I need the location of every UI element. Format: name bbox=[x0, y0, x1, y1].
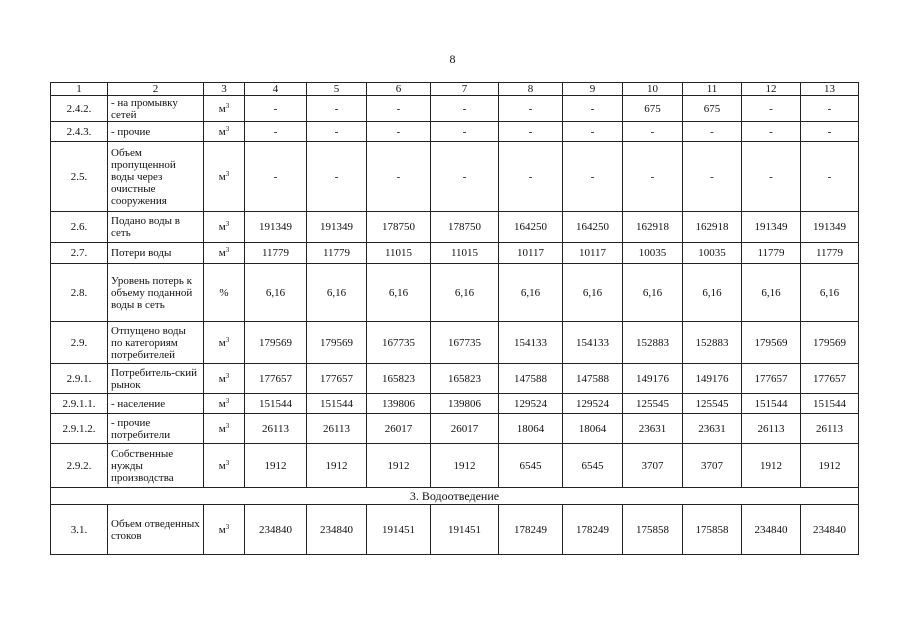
column-header: 9 bbox=[563, 83, 623, 96]
column-header: 3 bbox=[204, 83, 245, 96]
unit-superscript: 3 bbox=[225, 522, 230, 531]
value-cell: - bbox=[683, 142, 742, 212]
column-header: 12 bbox=[742, 83, 801, 96]
value-cell: 191349 bbox=[801, 212, 859, 243]
value-cell: 26017 bbox=[431, 414, 499, 444]
value-cell: 147588 bbox=[499, 364, 563, 394]
value-cell: 234840 bbox=[801, 505, 859, 555]
value-cell: 191349 bbox=[307, 212, 367, 243]
value-cell: 10117 bbox=[563, 243, 623, 264]
value-cell: 162918 bbox=[623, 212, 683, 243]
unit-text: м bbox=[218, 247, 226, 259]
value-cell: 175858 bbox=[683, 505, 742, 555]
value-cell: 26113 bbox=[801, 414, 859, 444]
value-cell: 6,16 bbox=[563, 264, 623, 322]
value-cell: - bbox=[245, 142, 307, 212]
unit-superscript: 3 bbox=[225, 220, 230, 228]
indicator-name-cell: - население bbox=[108, 394, 204, 414]
unit-text: % bbox=[219, 286, 229, 299]
value-cell: 10035 bbox=[623, 243, 683, 264]
value-cell: 1912 bbox=[367, 444, 431, 488]
value-cell: 234840 bbox=[742, 505, 801, 555]
value-cell: 177657 bbox=[245, 364, 307, 394]
value-cell: 179569 bbox=[245, 322, 307, 364]
value-cell: 6545 bbox=[499, 444, 563, 488]
value-cell: 151544 bbox=[307, 394, 367, 414]
column-header: 5 bbox=[307, 83, 367, 96]
value-cell: - bbox=[499, 96, 563, 122]
value-cell: 1912 bbox=[801, 444, 859, 488]
value-cell: 178750 bbox=[431, 212, 499, 243]
value-cell: - bbox=[563, 122, 623, 142]
unit-cell bbox=[204, 364, 245, 394]
value-cell: - bbox=[563, 96, 623, 122]
value-cell: 175858 bbox=[623, 505, 683, 555]
table-row bbox=[51, 264, 859, 322]
value-cell: 11779 bbox=[245, 243, 307, 264]
unit-cell bbox=[204, 142, 245, 212]
value-cell: - bbox=[563, 142, 623, 212]
column-header: 7 bbox=[431, 83, 499, 96]
value-cell: 167735 bbox=[367, 322, 431, 364]
value-cell: - bbox=[431, 96, 499, 122]
unit-text: м bbox=[218, 336, 226, 349]
indicator-name-cell: - на промывку сетей bbox=[108, 96, 204, 122]
unit-text: м bbox=[218, 102, 226, 115]
value-cell: 3707 bbox=[683, 444, 742, 488]
row-number-cell: 2.9.1.1. bbox=[51, 394, 108, 414]
unit-cell bbox=[204, 243, 245, 264]
unit-cell bbox=[204, 322, 245, 364]
value-cell: - bbox=[367, 122, 431, 142]
row-number-cell: 2.9. bbox=[51, 322, 108, 364]
value-cell: 675 bbox=[683, 96, 742, 122]
value-cell: 23631 bbox=[623, 414, 683, 444]
row-number-cell: 3.1. bbox=[51, 505, 108, 555]
value-cell: 178750 bbox=[367, 212, 431, 243]
value-cell: 11779 bbox=[742, 243, 801, 264]
unit-cell bbox=[204, 505, 245, 555]
value-cell: - bbox=[801, 122, 859, 142]
row-number-cell: 2.6. bbox=[51, 212, 108, 243]
value-cell: 151544 bbox=[742, 394, 801, 414]
value-cell: - bbox=[683, 122, 742, 142]
indicator-name-cell: Объем пропущенной воды через очистные сооружения bbox=[108, 142, 204, 212]
value-cell: 177657 bbox=[742, 364, 801, 394]
unit-cell bbox=[204, 122, 245, 142]
value-cell: 1912 bbox=[431, 444, 499, 488]
value-cell: 164250 bbox=[563, 212, 623, 243]
value-cell: 177657 bbox=[307, 364, 367, 394]
unit-text: м bbox=[218, 221, 226, 233]
value-cell: 139806 bbox=[367, 394, 431, 414]
column-header: 11 bbox=[683, 83, 742, 96]
value-cell: - bbox=[623, 122, 683, 142]
table-row bbox=[51, 142, 859, 212]
value-cell: 11015 bbox=[431, 243, 499, 264]
value-cell: 6545 bbox=[563, 444, 623, 488]
value-cell: - bbox=[367, 96, 431, 122]
column-header: 6 bbox=[367, 83, 431, 96]
row-number-cell: 2.8. bbox=[51, 264, 108, 322]
indicator-name-cell: Отпущено воды по категориям потребителей bbox=[108, 322, 204, 364]
value-cell: - bbox=[742, 142, 801, 212]
unit-superscript: 3 bbox=[225, 371, 230, 380]
value-cell: - bbox=[307, 142, 367, 212]
unit-cell bbox=[204, 212, 245, 243]
unit-cell bbox=[204, 444, 245, 488]
value-cell: 152883 bbox=[623, 322, 683, 364]
unit-superscript: 3 bbox=[225, 335, 230, 344]
unit-superscript: 3 bbox=[225, 396, 230, 405]
unit-superscript: 3 bbox=[225, 169, 230, 178]
value-cell: - bbox=[499, 122, 563, 142]
unit-text: м bbox=[218, 170, 226, 183]
row-number-cell: 2.4.3. bbox=[51, 122, 108, 142]
value-cell: - bbox=[742, 122, 801, 142]
value-cell: 1912 bbox=[742, 444, 801, 488]
value-cell: 165823 bbox=[367, 364, 431, 394]
unit-cell bbox=[204, 264, 245, 322]
data-table bbox=[50, 82, 859, 555]
value-cell: 6,16 bbox=[623, 264, 683, 322]
value-cell: 234840 bbox=[307, 505, 367, 555]
table-row bbox=[51, 96, 859, 122]
value-cell: 164250 bbox=[499, 212, 563, 243]
value-cell: 234840 bbox=[245, 505, 307, 555]
value-cell: - bbox=[245, 122, 307, 142]
page-number: 8 bbox=[449, 52, 456, 66]
unit-superscript: 3 bbox=[225, 246, 230, 254]
value-cell: 675 bbox=[623, 96, 683, 122]
value-cell: 177657 bbox=[801, 364, 859, 394]
table-row bbox=[51, 122, 859, 142]
value-cell: - bbox=[431, 142, 499, 212]
table-row bbox=[51, 414, 859, 444]
value-cell: 167735 bbox=[431, 322, 499, 364]
value-cell: - bbox=[245, 96, 307, 122]
unit-text: м bbox=[218, 422, 226, 435]
row-number-cell: 2.5. bbox=[51, 142, 108, 212]
value-cell: 179569 bbox=[801, 322, 859, 364]
value-cell: 179569 bbox=[307, 322, 367, 364]
value-cell: 18064 bbox=[499, 414, 563, 444]
value-cell: 191451 bbox=[431, 505, 499, 555]
table-row bbox=[51, 364, 859, 394]
table-row bbox=[51, 322, 859, 364]
indicator-name-cell: Подано воды в сеть bbox=[108, 212, 204, 243]
unit-text: м bbox=[218, 459, 226, 472]
column-header: 8 bbox=[499, 83, 563, 96]
value-cell: - bbox=[801, 96, 859, 122]
value-cell: 165823 bbox=[431, 364, 499, 394]
value-cell: 154133 bbox=[563, 322, 623, 364]
value-cell: 149176 bbox=[683, 364, 742, 394]
value-cell: 6,16 bbox=[431, 264, 499, 322]
value-cell: 18064 bbox=[563, 414, 623, 444]
indicator-name-cell: - прочие потребители bbox=[108, 414, 204, 444]
table-row bbox=[51, 444, 859, 488]
value-cell: 139806 bbox=[431, 394, 499, 414]
indicator-name-cell: Объем отведенных стоков bbox=[108, 505, 204, 555]
table-row bbox=[51, 212, 859, 243]
unit-cell bbox=[204, 394, 245, 414]
value-cell: 11015 bbox=[367, 243, 431, 264]
unit-cell bbox=[204, 96, 245, 122]
value-cell: - bbox=[431, 122, 499, 142]
column-header: 10 bbox=[623, 83, 683, 96]
value-cell: - bbox=[623, 142, 683, 212]
table-row bbox=[51, 243, 859, 264]
value-cell: 10035 bbox=[683, 243, 742, 264]
indicator-name-cell: Потери воды bbox=[108, 243, 204, 264]
row-number-cell: 2.4.2. bbox=[51, 96, 108, 122]
table-row bbox=[51, 505, 859, 555]
value-cell: 147588 bbox=[563, 364, 623, 394]
value-cell: 6,16 bbox=[683, 264, 742, 322]
column-header: 2 bbox=[108, 83, 204, 96]
value-cell: 26113 bbox=[742, 414, 801, 444]
value-cell: 6,16 bbox=[367, 264, 431, 322]
value-cell: 6,16 bbox=[801, 264, 859, 322]
column-header: 13 bbox=[801, 83, 859, 96]
value-cell: 125545 bbox=[623, 394, 683, 414]
value-cell: 191451 bbox=[367, 505, 431, 555]
value-cell: 23631 bbox=[683, 414, 742, 444]
value-cell: 6,16 bbox=[742, 264, 801, 322]
unit-text: м bbox=[218, 523, 226, 536]
value-cell: 129524 bbox=[563, 394, 623, 414]
indicator-name-cell: Потребитель-ский рынок bbox=[108, 364, 204, 394]
value-cell: 1912 bbox=[307, 444, 367, 488]
value-cell: 6,16 bbox=[499, 264, 563, 322]
unit-superscript: 3 bbox=[225, 421, 230, 430]
unit-cell bbox=[204, 414, 245, 444]
section-row bbox=[51, 488, 859, 505]
value-cell: 11779 bbox=[307, 243, 367, 264]
value-cell: 3707 bbox=[623, 444, 683, 488]
unit-superscript: 3 bbox=[225, 458, 230, 467]
value-cell: 152883 bbox=[683, 322, 742, 364]
value-cell: 162918 bbox=[683, 212, 742, 243]
value-cell: 6,16 bbox=[307, 264, 367, 322]
value-cell: 191349 bbox=[245, 212, 307, 243]
value-cell: 125545 bbox=[683, 394, 742, 414]
value-cell: 149176 bbox=[623, 364, 683, 394]
column-number-row bbox=[51, 83, 859, 96]
value-cell: - bbox=[801, 142, 859, 212]
indicator-name-cell: Собственные нужды производства bbox=[108, 444, 204, 488]
table-row bbox=[51, 394, 859, 414]
value-cell: - bbox=[307, 96, 367, 122]
value-cell: - bbox=[742, 96, 801, 122]
unit-text: м bbox=[218, 372, 226, 385]
unit-text: м bbox=[218, 397, 226, 410]
column-header: 1 bbox=[51, 83, 108, 96]
value-cell: 191349 bbox=[742, 212, 801, 243]
value-cell: 178249 bbox=[563, 505, 623, 555]
row-number-cell: 2.9.1.2. bbox=[51, 414, 108, 444]
indicator-name-cell: - прочие bbox=[108, 122, 204, 142]
column-header: 4 bbox=[245, 83, 307, 96]
value-cell: 154133 bbox=[499, 322, 563, 364]
value-cell: 11779 bbox=[801, 243, 859, 264]
value-cell: 6,16 bbox=[245, 264, 307, 322]
value-cell: 1912 bbox=[245, 444, 307, 488]
value-cell: 10117 bbox=[499, 243, 563, 264]
value-cell: - bbox=[307, 122, 367, 142]
table-body bbox=[51, 83, 859, 555]
value-cell: 178249 bbox=[499, 505, 563, 555]
unit-superscript: 3 bbox=[225, 101, 230, 110]
value-cell: 26113 bbox=[245, 414, 307, 444]
unit-superscript: 3 bbox=[225, 124, 230, 133]
value-cell: - bbox=[367, 142, 431, 212]
row-number-cell: 2.9.2. bbox=[51, 444, 108, 488]
value-cell: 26017 bbox=[367, 414, 431, 444]
row-number-cell: 2.7. bbox=[51, 243, 108, 264]
value-cell: - bbox=[499, 142, 563, 212]
value-cell: 151544 bbox=[801, 394, 859, 414]
section-title: 3. Водоотведение bbox=[51, 488, 859, 505]
unit-text: м bbox=[218, 125, 226, 138]
value-cell: 26113 bbox=[307, 414, 367, 444]
row-number-cell: 2.9.1. bbox=[51, 364, 108, 394]
value-cell: 129524 bbox=[499, 394, 563, 414]
value-cell: 151544 bbox=[245, 394, 307, 414]
value-cell: 179569 bbox=[742, 322, 801, 364]
indicator-name-cell: Уровень потерь к объему поданной воды в сеть bbox=[108, 264, 204, 322]
